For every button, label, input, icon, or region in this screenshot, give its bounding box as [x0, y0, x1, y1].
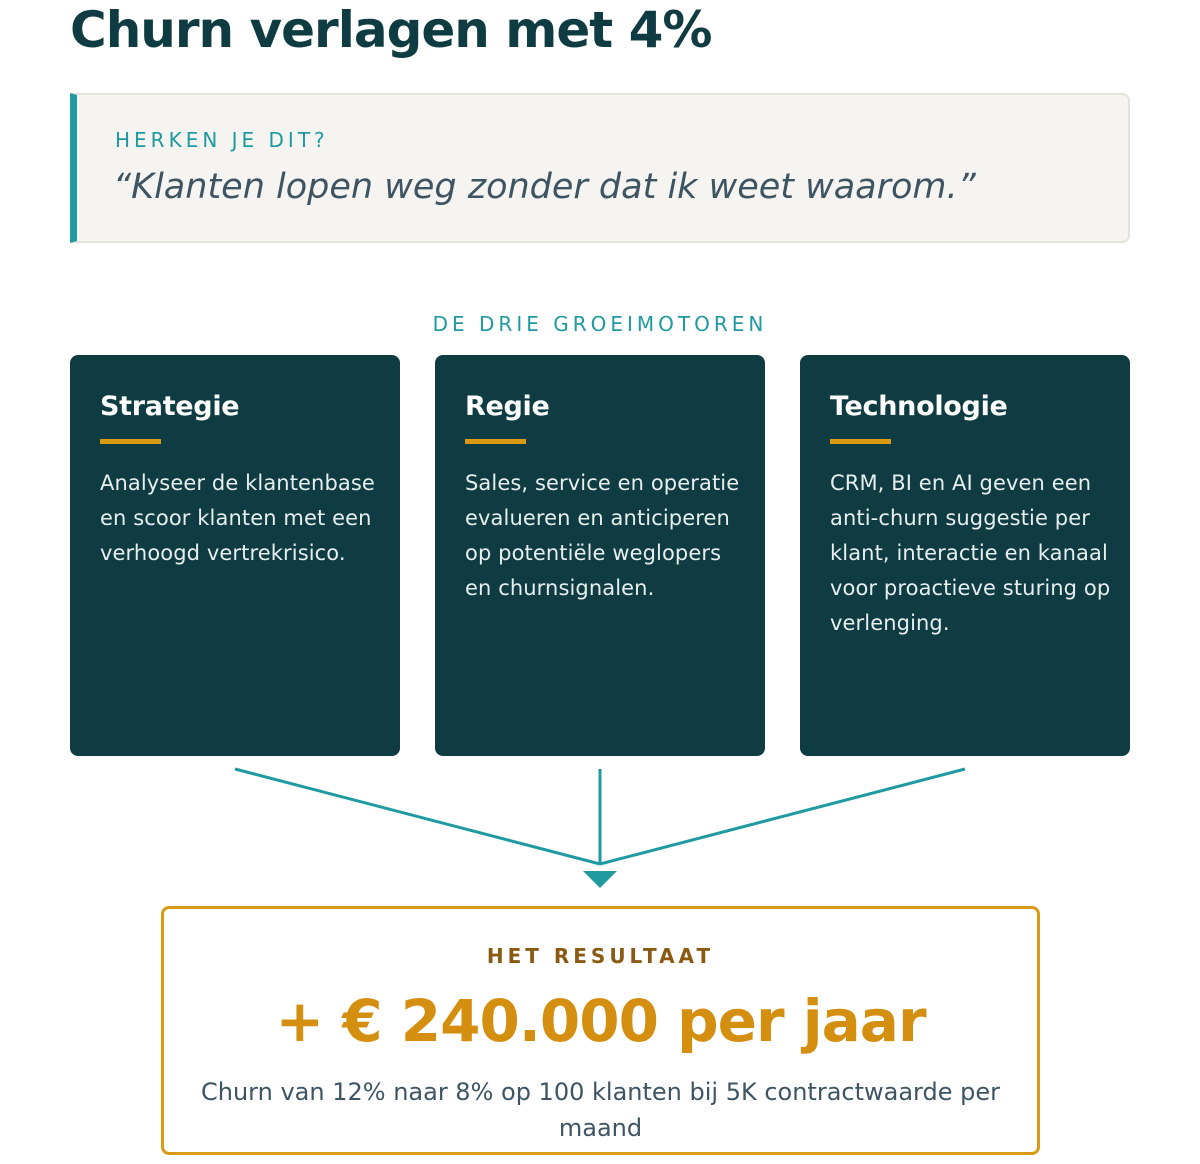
- card-title: Strategie: [100, 391, 240, 422]
- card-body: Analyseer de klantenbase en scoor klanten met een verhoogd vertrekrisico.: [100, 471, 375, 565]
- card-underline: [100, 439, 161, 444]
- card-regie: [435, 355, 765, 756]
- card-underline: [830, 439, 891, 444]
- result-box: [161, 906, 1040, 1155]
- arrow-line-right: [600, 769, 965, 864]
- card-body: Sales, service en operatie evalueren en anticiperen op potentiële weglopers en churnsignalen.: [465, 471, 740, 600]
- card-body: CRM, BI en AI geven een anti-churn suggestie per klant, interactie en kanaal voor proactieve sturing op verlenging.: [830, 471, 1111, 635]
- quote-text: “Klanten lopen weg zonder dat ik weet waarom.”: [113, 167, 976, 207]
- result-eyebrow: HET RESULTAAT: [486, 944, 715, 968]
- card-technologie: [800, 355, 1130, 756]
- card-title: Technologie: [830, 391, 1008, 422]
- arrow-head-icon: [583, 871, 617, 888]
- converging-arrows: [0, 760, 1200, 900]
- card-title: Regie: [465, 391, 550, 422]
- section-eyebrow: DE DRIE GROEIMOTOREN: [432, 312, 768, 336]
- card-strategie: [70, 355, 400, 756]
- card-underline: [465, 439, 526, 444]
- quote-eyebrow: HERKEN JE DIT?: [115, 128, 329, 152]
- result-subtitle: Churn van 12% naar 8% op 100 klanten bij 5K contractwaarde per maand: [201, 1078, 1000, 1142]
- result-value: + € 240.000 per jaar: [275, 987, 926, 1055]
- arrow-line-left: [235, 769, 600, 864]
- page-title: Churn verlagen met 4%: [70, 1, 712, 59]
- quote-callout: [70, 93, 1130, 243]
